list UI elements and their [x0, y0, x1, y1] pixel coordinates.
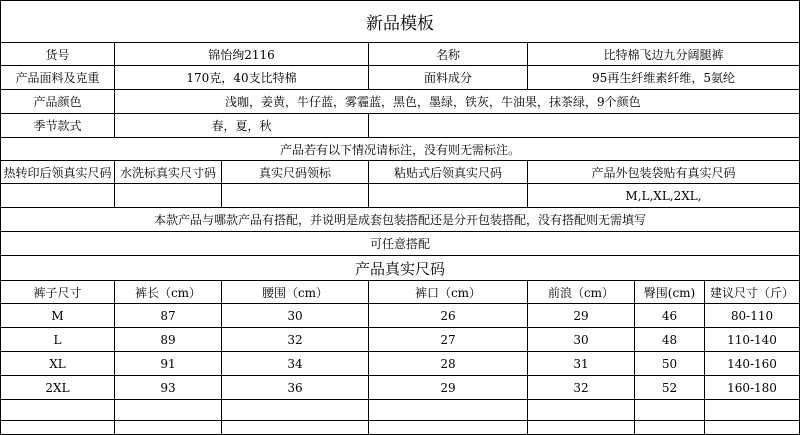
empty-cell: [634, 420, 705, 435]
sku-value: 锦怡绚2116: [114, 42, 369, 66]
table-cell: 32: [221, 327, 369, 352]
table-cell: 80-110: [704, 303, 800, 328]
table-cell: 91: [114, 351, 222, 376]
label-header-size-tag: 真实尺码领标: [221, 160, 369, 184]
table-cell: 140-160: [704, 351, 800, 376]
note-heading: 产品若有以下情况请标注，没有则无需标注。: [0, 137, 800, 161]
size-header-recommend: 建议尺寸（斤）: [704, 280, 800, 304]
table-cell: 48: [634, 327, 705, 352]
name-label: 名称: [368, 42, 528, 66]
size-table-title: 产品真实尺码: [0, 255, 800, 281]
label-value-wash-label: [114, 183, 222, 208]
label-value-sticker: [368, 183, 528, 208]
empty-cell: [221, 420, 369, 435]
table-cell: 34: [221, 351, 369, 376]
table-cell: 50: [634, 351, 705, 376]
empty-cell: [368, 399, 528, 421]
page-title: 新品模板: [0, 0, 800, 43]
label-value-heat-transfer: [0, 183, 115, 208]
empty-cell: [114, 420, 222, 435]
table-cell: 26: [368, 303, 528, 328]
empty-cell: [368, 420, 528, 435]
name-value: 比特棉飞边九分阔腿裤: [527, 42, 800, 66]
table-cell: 93: [114, 375, 222, 400]
table-cell: 32: [527, 375, 635, 400]
table-cell: 29: [527, 303, 635, 328]
size-header-rise: 前浪（cm）: [527, 280, 635, 304]
size-header-waist: 腰围（cm）: [221, 280, 369, 304]
table-cell: 110-140: [704, 327, 800, 352]
table-cell: 89: [114, 327, 222, 352]
color-label: 产品颜色: [0, 89, 115, 114]
matching-note: 本款产品与哪款产品有搭配，并说明是成套包装搭配还是分开包装搭配，没有搭配则无需填写: [0, 207, 800, 232]
size-header-size: 裤子尺寸: [0, 280, 115, 304]
composition-value: 95再生纤维素纤维，5氨纶: [527, 65, 800, 90]
empty-cell: [0, 420, 115, 435]
empty-cell: [704, 420, 800, 435]
empty-cell: [221, 399, 369, 421]
table-cell: 30: [221, 303, 369, 328]
table-cell: 31: [527, 351, 635, 376]
table-cell: 2XL: [0, 375, 115, 400]
table-cell: 28: [368, 351, 528, 376]
season-value: 春，夏，秋: [114, 113, 369, 138]
table-cell: 29: [368, 375, 528, 400]
table-cell: 52: [634, 375, 705, 400]
label-header-wash-label: 水洗标真实尺寸码: [114, 160, 222, 184]
season-label: 季节款式: [0, 113, 115, 138]
size-header-length: 裤长（cm）: [114, 280, 222, 304]
size-header-hip: 臀围(cm): [634, 280, 705, 304]
table-cell: XL: [0, 351, 115, 376]
sku-label: 货号: [0, 42, 115, 66]
table-cell: L: [0, 327, 115, 352]
empty-cell: [527, 420, 635, 435]
label-header-package: 产品外包装袋贴有真实尺码: [527, 160, 800, 184]
fabric-label: 产品面料及克重: [0, 65, 115, 90]
season-empty: [368, 113, 800, 138]
label-header-heat-transfer: 热转印后领真实尺码: [0, 160, 115, 184]
empty-cell: [527, 399, 635, 421]
empty-cell: [0, 399, 115, 421]
table-cell: 46: [634, 303, 705, 328]
empty-cell: [704, 399, 800, 421]
table-cell: 27: [368, 327, 528, 352]
label-header-sticker: 粘贴式后领真实尺码: [368, 160, 528, 184]
size-header-hem: 裤口（cm）: [368, 280, 528, 304]
table-cell: 87: [114, 303, 222, 328]
composition-label: 面料成分: [368, 65, 528, 90]
color-value: 浅咖，姜黄，牛仔蓝，雾霾蓝，黑色，墨绿，铁灰，牛油果，抹茶绿，9个颜色: [114, 89, 800, 114]
fabric-value: 170克，40支比特棉: [114, 65, 369, 90]
table-cell: 160-180: [704, 375, 800, 400]
table-cell: M: [0, 303, 115, 328]
label-value-size-tag: [221, 183, 369, 208]
table-cell: 30: [527, 327, 635, 352]
empty-cell: [634, 399, 705, 421]
empty-cell: [114, 399, 222, 421]
matching-value: 可任意搭配: [0, 231, 800, 256]
table-cell: 36: [221, 375, 369, 400]
package-sizes: M,L,XL,2XL,: [527, 183, 800, 208]
